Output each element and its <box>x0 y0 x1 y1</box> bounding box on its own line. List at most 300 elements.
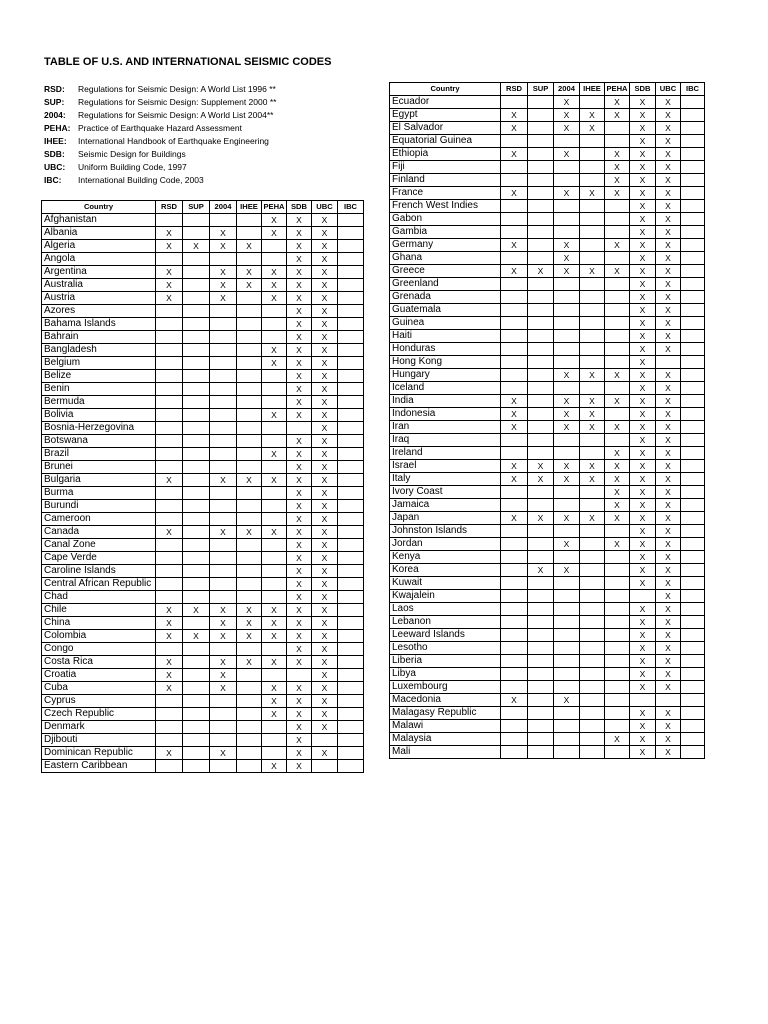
code-mark-cell <box>210 552 237 565</box>
code-mark-cell <box>681 707 705 720</box>
table-row <box>42 487 364 500</box>
code-mark-cell <box>605 356 630 369</box>
code-mark-cell <box>501 564 528 577</box>
country-cell: Finland <box>390 174 501 187</box>
country-cell: Chile <box>42 604 156 617</box>
code-mark-cell: X <box>312 708 338 721</box>
code-mark-cell <box>210 643 237 656</box>
code-mark-cell <box>156 734 183 747</box>
code-mark-cell: X <box>554 239 580 252</box>
country-cell: Indonesia <box>390 408 501 421</box>
column-header: IBC <box>338 201 364 214</box>
code-mark-cell <box>501 382 528 395</box>
code-mark-cell <box>580 616 605 629</box>
column-header: 2004 <box>210 201 237 214</box>
country-cell: Laos <box>390 603 501 616</box>
code-mark-cell <box>262 422 287 435</box>
code-mark-cell: X <box>554 122 580 135</box>
table-row <box>390 239 705 252</box>
country-cell: Liberia <box>390 655 501 668</box>
code-mark-cell <box>605 317 630 330</box>
code-mark-cell <box>580 551 605 564</box>
code-mark-cell: X <box>630 135 656 148</box>
table-row <box>390 96 705 109</box>
code-mark-cell <box>501 746 528 759</box>
code-mark-cell: X <box>156 279 183 292</box>
code-mark-cell <box>528 499 554 512</box>
code-mark-cell: X <box>630 616 656 629</box>
code-mark-cell: X <box>605 499 630 512</box>
code-mark-cell <box>501 655 528 668</box>
table-row <box>390 278 705 291</box>
code-mark-cell: X <box>528 473 554 486</box>
code-mark-cell: X <box>656 746 681 759</box>
table-row <box>42 396 364 409</box>
code-mark-cell: X <box>605 486 630 499</box>
country-cell: Czech Republic <box>42 708 156 721</box>
country-cell: Equatorial Guinea <box>390 135 501 148</box>
column-header: Country <box>42 201 156 214</box>
code-mark-cell <box>580 291 605 304</box>
table-row <box>390 213 705 226</box>
code-mark-cell <box>554 434 580 447</box>
country-cell: Gabon <box>390 213 501 226</box>
code-mark-cell: X <box>312 617 338 630</box>
code-mark-cell: X <box>554 148 580 161</box>
code-mark-cell <box>681 356 705 369</box>
code-mark-cell <box>210 253 237 266</box>
table-row <box>42 292 364 305</box>
country-cell: Hong Kong <box>390 356 501 369</box>
code-mark-cell <box>681 317 705 330</box>
code-mark-cell: X <box>605 187 630 200</box>
code-mark-cell: X <box>656 473 681 486</box>
code-mark-cell <box>501 525 528 538</box>
code-mark-cell <box>630 590 656 603</box>
country-cell: Germany <box>390 239 501 252</box>
code-mark-cell: X <box>501 395 528 408</box>
code-mark-cell <box>681 733 705 746</box>
legend-abbreviation: SDB: <box>44 149 65 159</box>
code-mark-cell <box>183 253 210 266</box>
code-mark-cell <box>528 122 554 135</box>
table-row <box>390 421 705 434</box>
code-mark-cell <box>183 227 210 240</box>
table-row <box>42 643 364 656</box>
code-mark-cell <box>237 747 262 760</box>
code-mark-cell: X <box>580 460 605 473</box>
table-row <box>390 499 705 512</box>
country-cell: Ecuador <box>390 96 501 109</box>
code-mark-cell <box>605 122 630 135</box>
code-mark-cell: X <box>605 473 630 486</box>
code-mark-cell: X <box>312 695 338 708</box>
code-mark-cell: X <box>312 682 338 695</box>
code-mark-cell <box>630 694 656 707</box>
code-mark-cell: X <box>312 552 338 565</box>
code-mark-cell: X <box>210 669 237 682</box>
code-mark-cell <box>681 239 705 252</box>
table-row <box>390 369 705 382</box>
code-mark-cell: X <box>656 421 681 434</box>
code-mark-cell: X <box>312 240 338 253</box>
country-cell: Burundi <box>42 500 156 513</box>
table-row <box>42 630 364 643</box>
code-mark-cell: X <box>630 265 656 278</box>
code-mark-cell <box>681 226 705 239</box>
country-cell: Djibouti <box>42 734 156 747</box>
legend-description: Seismic Design for Buildings <box>78 149 186 159</box>
table-row <box>42 656 364 669</box>
code-mark-cell <box>554 135 580 148</box>
country-cell: Lebanon <box>390 616 501 629</box>
country-cell: Belgium <box>42 357 156 370</box>
code-mark-cell <box>501 733 528 746</box>
code-mark-cell <box>338 539 364 552</box>
table-row <box>390 720 705 733</box>
code-mark-cell <box>554 525 580 538</box>
code-mark-cell <box>580 733 605 746</box>
code-mark-cell <box>605 252 630 265</box>
code-mark-cell: X <box>501 408 528 421</box>
country-cell: Ireland <box>390 447 501 460</box>
country-cell: Malawi <box>390 720 501 733</box>
code-mark-cell <box>605 642 630 655</box>
legend-description: Regulations for Seismic Design: Supplement 2000 ** <box>78 97 277 107</box>
code-mark-cell <box>183 357 210 370</box>
code-mark-cell: X <box>287 396 312 409</box>
code-mark-cell <box>237 214 262 227</box>
code-mark-cell <box>554 317 580 330</box>
country-cell: Bermuda <box>42 396 156 409</box>
code-mark-cell <box>237 734 262 747</box>
country-cell: Canada <box>42 526 156 539</box>
code-mark-cell <box>528 187 554 200</box>
country-cell: Guatemala <box>390 304 501 317</box>
code-mark-cell <box>237 591 262 604</box>
code-mark-cell: X <box>312 318 338 331</box>
code-mark-cell: X <box>656 252 681 265</box>
code-mark-cell <box>501 499 528 512</box>
code-mark-cell: X <box>287 695 312 708</box>
legend-abbreviation: IBC: <box>44 175 62 185</box>
code-mark-cell <box>156 409 183 422</box>
code-mark-cell: X <box>262 604 287 617</box>
code-mark-cell <box>554 382 580 395</box>
code-mark-cell <box>183 747 210 760</box>
code-mark-cell <box>605 551 630 564</box>
code-mark-cell: X <box>210 474 237 487</box>
code-mark-cell <box>605 746 630 759</box>
country-cell: Libya <box>390 668 501 681</box>
code-mark-cell: X <box>312 747 338 760</box>
code-mark-cell: X <box>287 539 312 552</box>
table-row <box>42 448 364 461</box>
code-mark-cell <box>681 187 705 200</box>
code-mark-cell <box>338 318 364 331</box>
code-mark-cell: X <box>630 629 656 642</box>
country-cell: Greece <box>390 265 501 278</box>
code-mark-cell: X <box>554 395 580 408</box>
code-mark-cell: X <box>312 396 338 409</box>
code-mark-cell <box>580 681 605 694</box>
code-mark-cell: X <box>501 187 528 200</box>
code-mark-cell <box>338 747 364 760</box>
code-mark-cell: X <box>183 604 210 617</box>
code-mark-cell <box>554 213 580 226</box>
country-cell: Bosnia-Herzegovina <box>42 422 156 435</box>
code-mark-cell <box>338 448 364 461</box>
code-mark-cell: X <box>630 252 656 265</box>
country-cell: Brazil <box>42 448 156 461</box>
code-mark-cell <box>262 539 287 552</box>
code-mark-cell: X <box>312 643 338 656</box>
code-mark-cell: X <box>312 357 338 370</box>
code-mark-cell <box>681 304 705 317</box>
code-mark-cell <box>580 590 605 603</box>
page-title: TABLE OF U.S. AND INTERNATIONAL SEISMIC CODES <box>44 56 332 68</box>
code-mark-cell <box>183 760 210 773</box>
code-mark-cell <box>605 655 630 668</box>
code-mark-cell <box>528 408 554 421</box>
code-mark-cell: X <box>630 460 656 473</box>
code-mark-cell <box>237 292 262 305</box>
code-mark-cell <box>681 109 705 122</box>
code-mark-cell <box>501 551 528 564</box>
code-mark-cell <box>501 200 528 213</box>
code-mark-cell <box>681 512 705 525</box>
code-mark-cell <box>156 487 183 500</box>
code-mark-cell <box>528 226 554 239</box>
code-mark-cell <box>605 720 630 733</box>
code-mark-cell: X <box>656 330 681 343</box>
table-row <box>42 695 364 708</box>
country-cell: Kenya <box>390 551 501 564</box>
country-cell: Iran <box>390 421 501 434</box>
code-mark-cell <box>528 551 554 564</box>
code-mark-cell <box>681 330 705 343</box>
code-mark-cell <box>580 746 605 759</box>
code-mark-cell: X <box>312 565 338 578</box>
code-mark-cell: X <box>287 760 312 773</box>
code-mark-cell <box>501 681 528 694</box>
code-mark-cell: X <box>580 369 605 382</box>
table-row <box>390 694 705 707</box>
code-mark-cell: X <box>287 656 312 669</box>
code-mark-cell <box>501 486 528 499</box>
code-mark-cell <box>338 383 364 396</box>
code-mark-cell <box>528 200 554 213</box>
code-mark-cell: X <box>630 512 656 525</box>
code-mark-cell <box>237 760 262 773</box>
code-mark-cell <box>338 292 364 305</box>
code-mark-cell <box>210 760 237 773</box>
code-mark-cell <box>605 577 630 590</box>
table-header-row <box>42 201 364 214</box>
country-cell: Angola <box>42 253 156 266</box>
code-mark-cell <box>681 525 705 538</box>
code-mark-cell <box>156 578 183 591</box>
code-mark-cell: X <box>605 395 630 408</box>
legend-description: International Handbook of Earthquake Engineering <box>78 136 269 146</box>
code-mark-cell <box>528 525 554 538</box>
code-mark-cell <box>262 513 287 526</box>
code-mark-cell <box>580 577 605 590</box>
code-mark-cell: X <box>287 240 312 253</box>
code-mark-cell: X <box>287 266 312 279</box>
country-cell: China <box>42 617 156 630</box>
table-row <box>42 318 364 331</box>
code-mark-cell: X <box>656 720 681 733</box>
code-mark-cell: X <box>287 344 312 357</box>
code-mark-cell <box>156 448 183 461</box>
code-mark-cell <box>681 577 705 590</box>
code-mark-cell <box>338 643 364 656</box>
code-mark-cell: X <box>605 421 630 434</box>
code-mark-cell <box>681 278 705 291</box>
code-mark-cell: X <box>287 305 312 318</box>
code-mark-cell <box>605 681 630 694</box>
country-cell: Luxembourg <box>390 681 501 694</box>
code-mark-cell: X <box>262 214 287 227</box>
code-mark-cell <box>580 434 605 447</box>
code-mark-cell <box>681 382 705 395</box>
code-mark-cell <box>528 161 554 174</box>
table-row <box>390 330 705 343</box>
code-mark-cell <box>580 304 605 317</box>
code-mark-cell: X <box>501 109 528 122</box>
table-row <box>390 382 705 395</box>
country-cell: French West Indies <box>390 200 501 213</box>
country-cell: Greenland <box>390 278 501 291</box>
table-row <box>390 122 705 135</box>
code-mark-cell <box>210 435 237 448</box>
code-mark-cell <box>338 214 364 227</box>
code-mark-cell: X <box>287 500 312 513</box>
legend-abbreviation: PEHA: <box>44 123 71 133</box>
code-mark-cell: X <box>554 460 580 473</box>
country-cell: Bulgaria <box>42 474 156 487</box>
code-mark-cell: X <box>605 460 630 473</box>
country-cell: Jordan <box>390 538 501 551</box>
code-mark-cell <box>237 721 262 734</box>
code-mark-cell <box>605 564 630 577</box>
code-mark-cell <box>156 357 183 370</box>
code-mark-cell: X <box>656 278 681 291</box>
code-mark-cell: X <box>210 682 237 695</box>
column-header: PEHA <box>605 83 630 96</box>
table-row <box>390 226 705 239</box>
code-mark-cell: X <box>312 227 338 240</box>
table-row <box>390 460 705 473</box>
code-mark-cell <box>501 707 528 720</box>
code-mark-cell: X <box>210 630 237 643</box>
code-mark-cell <box>681 200 705 213</box>
code-mark-cell: X <box>554 109 580 122</box>
code-mark-cell <box>501 629 528 642</box>
table-row <box>390 564 705 577</box>
country-cell: Macedonia <box>390 694 501 707</box>
code-mark-cell: X <box>580 421 605 434</box>
code-mark-cell <box>262 552 287 565</box>
country-cell: Caroline Islands <box>42 565 156 578</box>
code-mark-cell <box>338 435 364 448</box>
code-mark-cell: X <box>312 370 338 383</box>
code-mark-cell <box>210 578 237 591</box>
country-cell: India <box>390 395 501 408</box>
code-mark-cell: X <box>554 252 580 265</box>
table-row <box>42 279 364 292</box>
code-mark-cell <box>681 252 705 265</box>
code-mark-cell: X <box>605 733 630 746</box>
code-mark-cell <box>681 720 705 733</box>
code-mark-cell <box>681 668 705 681</box>
code-mark-cell <box>183 578 210 591</box>
code-mark-cell: X <box>237 474 262 487</box>
code-mark-cell: X <box>287 578 312 591</box>
code-mark-cell: X <box>156 747 183 760</box>
code-mark-cell: X <box>312 669 338 682</box>
code-mark-cell <box>580 174 605 187</box>
code-mark-cell <box>210 734 237 747</box>
table-row <box>42 513 364 526</box>
code-mark-cell <box>681 655 705 668</box>
code-mark-cell <box>605 200 630 213</box>
code-mark-cell: X <box>287 409 312 422</box>
legend-item <box>44 161 276 174</box>
code-mark-cell: X <box>630 746 656 759</box>
code-mark-cell: X <box>656 538 681 551</box>
code-mark-cell: X <box>312 409 338 422</box>
code-mark-cell: X <box>605 161 630 174</box>
code-mark-cell <box>156 708 183 721</box>
code-mark-cell <box>338 669 364 682</box>
column-header: PEHA <box>262 201 287 214</box>
code-mark-cell: X <box>312 266 338 279</box>
code-mark-cell <box>554 330 580 343</box>
code-mark-cell <box>528 746 554 759</box>
code-mark-cell: X <box>312 578 338 591</box>
country-cell: Chad <box>42 591 156 604</box>
code-mark-cell: X <box>528 564 554 577</box>
table-row <box>390 512 705 525</box>
code-mark-cell <box>183 539 210 552</box>
code-mark-cell <box>580 707 605 720</box>
table-row <box>390 590 705 603</box>
code-mark-cell <box>554 447 580 460</box>
code-mark-cell <box>156 643 183 656</box>
code-mark-cell: X <box>312 656 338 669</box>
country-cell: Ghana <box>390 252 501 265</box>
code-mark-cell: X <box>287 708 312 721</box>
country-cell: Korea <box>390 564 501 577</box>
code-mark-cell <box>183 292 210 305</box>
code-mark-cell: X <box>605 538 630 551</box>
code-mark-cell <box>681 434 705 447</box>
country-cell: Bahrain <box>42 331 156 344</box>
code-mark-cell: X <box>630 109 656 122</box>
country-cell: France <box>390 187 501 200</box>
code-mark-cell <box>156 318 183 331</box>
country-cell: Congo <box>42 643 156 656</box>
code-mark-cell <box>681 408 705 421</box>
code-mark-cell <box>681 447 705 460</box>
code-mark-cell <box>237 227 262 240</box>
code-mark-cell <box>580 343 605 356</box>
code-mark-cell <box>262 643 287 656</box>
legend-item <box>44 109 276 122</box>
legend <box>44 83 276 187</box>
